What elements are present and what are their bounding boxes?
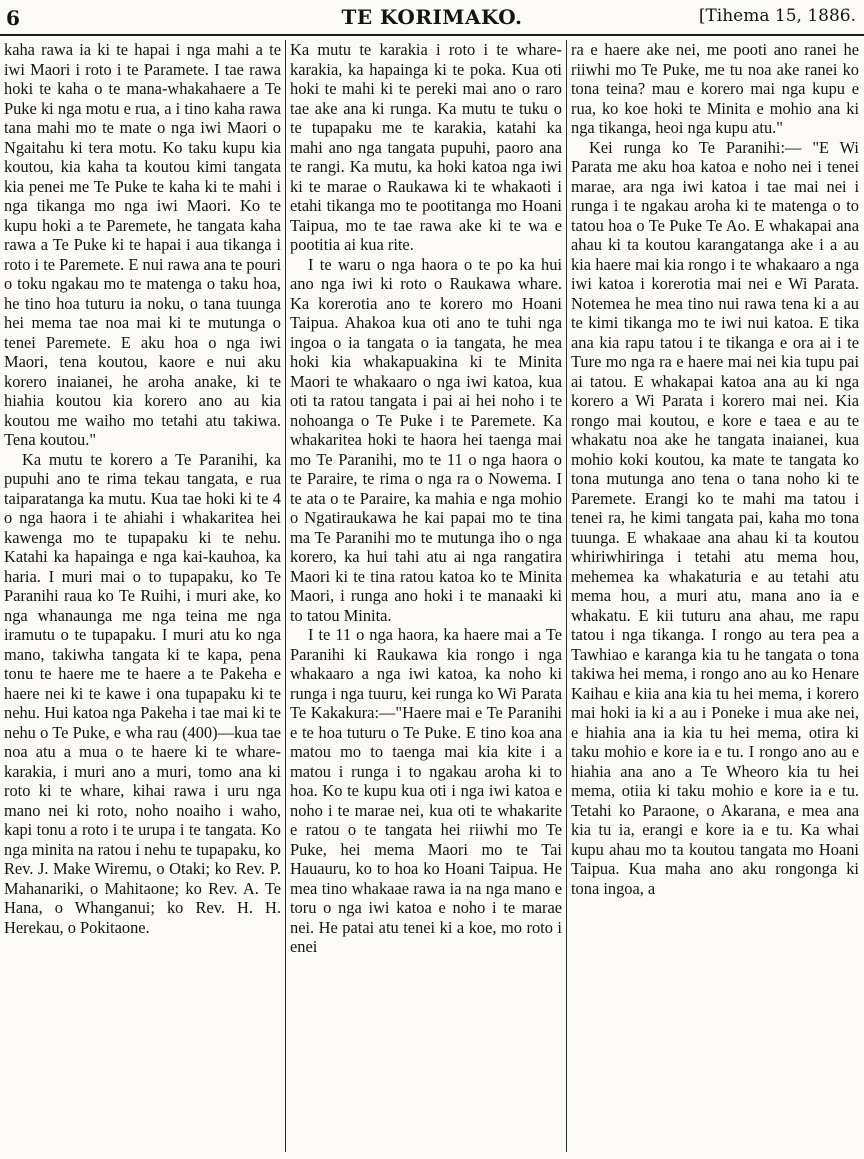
newspaper-title: TE KORIMAKO.	[341, 5, 523, 29]
page-header	[0, 0, 864, 36]
paragraph: kaha rawa ia ki te hapai i nga mahi a te iwi Maori i roto i te Paramete. I tae rawa hoki te kaha o te mana-whakahaere a Te Puke ki nga motu e rua, a i tino kaha rawa tana mahi mo te mate o nga iwi Maori o Ngaitahu ki tera motu. Ko taku kupu kia koutou, kia kaha ta koutou kimi tangata kia penei me Te Puke te kaha ki te mahi i nga tikanga mo nga iwi Maori. Ko te kupu hoki a te Paremete, he tangata kaha rawa a Te Puke ki te hapai i aua tikanga i roto i te Paremete. E nui rawa ana te pouri o toku ngakau mo te matenga o taku hoa, he tino hoa tuturu ia noku, o tana tuunga hei mema tae noa mai ki te mutunga o tenei Paremete. E aku hoa o nga iwi Maori, tena koutou, kaore e nui aku korero inaianei, he aroha anake, ki te hiahia koutou kia korero ano au kia koutou me waiho mo tetahi atu takiwa. Tena koutou."	[4, 40, 281, 449]
paragraph: Kei runga ko Te Paranihi:— "E Wi Parata me aku hoa katoa e noho nei i tenei marae, ara nga iwi katoa i tae mai nei i runga i te ngakau aroha ki te matenga o to tatou hoa o Te Puke Te Ao. E whakapai ana ahau ki ta koutou karangatanga ake i a au kia haere mai kia rongo i te whakaaro a nga iwi katoa i korerotia mai nei e Wi Parata. Notemea he mea tino nui rawa tena ki a au te kimi tikanga mo te iwi nui katoa. E tika ana kia rapu tatou i te tikanga e ora ai i te Ture mo nga ra e haere mai nei kia tupu pai ai tatou. E whakapai katoa ana au ki nga korero a Wi Parata i korero mai nei. Kia rongo mai koutou, e kore e taea e au te whakatu noa ake he tangata inaianei, kua mohio koki koutou, ka mate te tangata ko tona mutunga ano tena o tana noho ki te Paremete. Erangi ko te mahi ma tatou i tenei ra, he kimi tangata pai, kaha mo tona tuunga. E whakaae ana ahau ki ta koutou whiriwhiringa i tetahi atu mema hou, mehemea ka whakaturia e au tetahi atu mema hou, a muri atu, mana ano ia e whakatu. E kii tuturu ana ahau, me rapu tatou i nga tikanga. I rongo au tera pea a Tawhiao e karanga kia tu he tangata o tona takiwa hei mema, i rongo ano au ko Henare Kaihau e kiia ana kia tu hei mema, i korero mai hoki ia ki a au i Poneke i mua ake nei, e hiahia ana ia kia tu hei mema, otira ki taku mohio e kore ia e tu. I rongo ano au e hiahia ana ano a Te Wheoro kia tu hei mema, otiia ki taku mohio e kore ia e tu. Tetahi ko Paraone, o Akarana, e mea ana kia tu ia, erangi e kore ia e tu. Ka whai kupu ahau mo ta koutou tangata mo Hoani Taipua. Kua maha ano aku rongonga ki tona ingoa, a	[571, 137, 859, 898]
issue-date: [Tihema 15, 1886.	[698, 6, 856, 26]
text-column-1	[4, 40, 281, 1155]
column-divider	[566, 40, 567, 1152]
page-number: 6	[6, 6, 20, 30]
text-column-2	[290, 40, 562, 1155]
paragraph: Ka mutu te korero a Te Paranihi, ka pupuhi ano te rima tekau tangata, e rua taiparatanga ka mutu. Kua tae hoki ki te 4 o nga haora i te ahiahi i whakaritea hei kawenga mo te tupapaku ki te nehu. Katahi ka hapainga e nga kai-kauhoa, ka haria. I muri mai o to tupapaku, ko Te Paranihi raua ko Te Ruihi, i muri ake, ko nga whanaunga me nga teina me nga iramutu o te tupapaku. I muri atu ko nga mano, takiwha tangata ki te kapa, pena tonu te haere me te haere a te Pakeha e haere nei ki te kawe i ona tupapaku ki te nehu. Hui katoa nga Pakeha i tae mai ki te nehu o Te Puke, e wha rau (400)—kua tae noa atu a mua o te haere ki te whare-karakia, i muri ano a muri, tomo ana ki roto ki te whare, kihai rawa i uru nga mano nei ki roto, noho noaiho i waho, kapi tonu a roto i te urupa i te tangata. Ko nga minita na ratou i nehu te tupapaku, ko Rev. J. Make Wiremu, o Otaki; ko Rev. P. Mahanariki, o Mahitaone; ko Rev. A. Te Hana, o Whanganui; ko Rev. H. H. Herekau, o Pokitaone.	[4, 449, 281, 937]
paragraph: ra e haere ake nei, me pooti ano ranei he riiwhi mo Te Puke, me tu noa ake ranei ko tona teina? mau e korero mai nga kupu e rua, ko koe hoki te Minita e mohio ana ki nga tikanga, heoi nga kupu atu."	[571, 40, 859, 137]
paragraph: I te waru o nga haora o te po ka hui ano nga iwi ki roto o Raukawa whare. Ka korerotia ano te korero mo Hoani Taipua. Ahakoa kua oti ano te tuhi nga ingoa o ia tangata o ia tangata, he mea hoki kia whakapuakina ki te Minita Maori te whakaaro o nga iwi katoa, kua oti ta ratou tangata i pai ai hei noho i te nohoanga o Te Puke i te Paremete. Ka whakaritea hoki te haora hei taenga mai mo Te Paranihi, mo te 11 o nga haora o te Paraire, te rima o nga ra o Nowema. I te ata o te Paraire, ka mahia e nga mohio o Ngatiraukawa he kai papai mo te tina ma Te Paranihi mo te mutunga iho o nga korero, ka hui tahi atu ai nga rangatira Maori ki te tina ratou katoa ko te Minita Maori, i runga ano hoki i te manaaki ki to tatou Minita.	[290, 254, 562, 625]
paragraph: I te 11 o nga haora, ka haere mai a Te Paranihi ki Raukawa kia rongo i nga whakaaro a nga iwi katoa, ka noho ki runga i nga tuuru, kei runga ko Wi Parata Te Kakakura:—"Haere mai e Te Paranihi e te hoa tuturu o Te Puke. E tino koa ana matou mo to taenga mai kia kite i a matou i runga i to ngakau aroha ki to hoa. Ko te kupu kua oti i nga iwi katoa e noho i te marae nei, kua oti te whakarite e ratou o te tangata hei riiwhi mo Te Puke, hei mema Maori mo te Tai Hauauru, ko to hoa ko Hoani Taipua. He mea tino whakaae rawa ia na nga mano e toru o nga iwi katoa e noho i te marae nei. He patai atu tenei ki a koe, mo roto i enei	[290, 625, 562, 956]
text-column-3	[571, 40, 859, 1155]
column-divider	[285, 40, 286, 1152]
paragraph: Ka mutu te karakia i roto i te whare-karakia, ka hapainga ki te poka. Kua oti hoki te mahi ki te pereki mai ano o raro tae ake ana ki runga. Ka mutu te tuku o te tupapaku me te karakia, katahi ka mahi ano nga tangata pupuhi, paoro ana te rangi. Ka mutu, ka hoki katoa nga iwi ki te marae o Raukawa ki te whakaoti i etahi tikanga mo te pootitanga mo Hoani Taipua, mo te tae rawa ake ki te wa e pootitia ai kua rite.	[290, 40, 562, 254]
